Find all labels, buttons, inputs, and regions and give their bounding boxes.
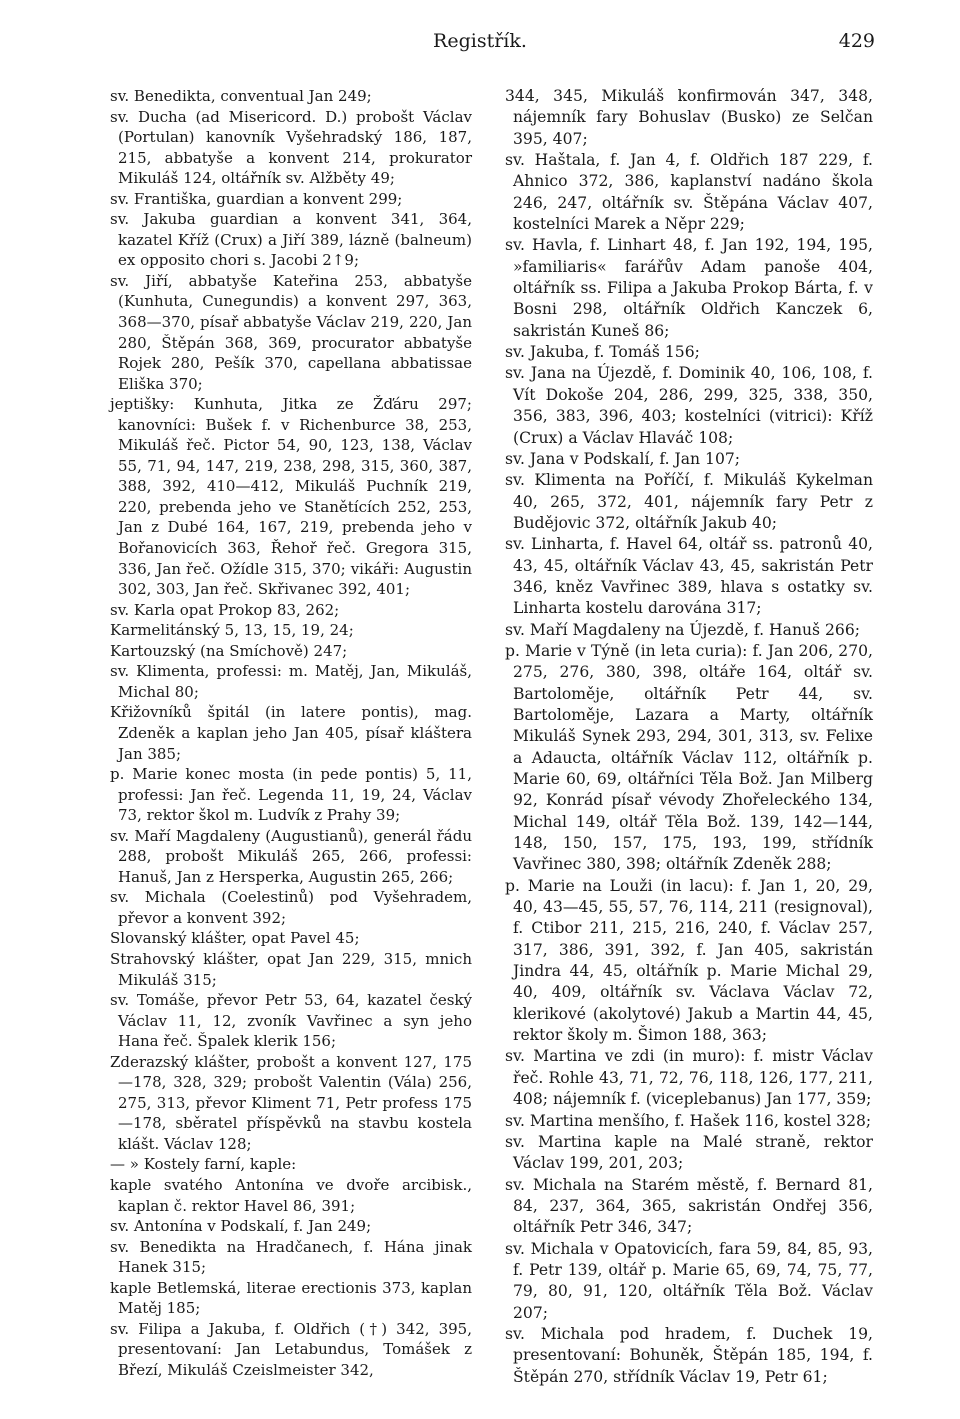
index-entry: Kartouzský (na Smíchově) 247; bbox=[110, 641, 348, 660]
index-entry: Křižovníků špitál (in latere pontis), mag. Zdeněk a kaplan jeho Jan 405, písař kláštera Jan 385; bbox=[110, 703, 472, 763]
index-entry: sv. Tomáše, převor Petr 53, 64, kazatel český Václav 11, 12, zvoník Vavřinec a syn jeho Hana řeč. Špalek klerik 156; bbox=[110, 991, 472, 1051]
index-entry: sv. Maří Magdaleny (Augustianů), generál řádu 288, probošt Mikuláš 265, 266, professi: Hanuš, Jan z Hersperka, Augustin 265, 266; bbox=[110, 826, 472, 886]
index-entry: p. Marie na Louži (in lacu): f. Jan 1, 20, 29, 40, 43—45, 55, 57, 76, 114, 211 (resignoval), f. Ctibor 211, 215, 216, 240, f. Václav 257, 317, 386, 391, 392, f. Jan 405, sakristán Jindra 44, 45, oltářník p. Marie Michal 29, 40, 409, oltářník sv. Václava Václav 72, klerikové (akolytové) Jakub a Martin 44, 45, rektor školy m. Šimon 188, 363; bbox=[505, 876, 873, 1045]
index-entry: sv. Michala (Coelestinů) pod Vyšehradem, převor a konvent 392; bbox=[110, 888, 472, 927]
index-entry: sv. Havla, f. Linhart 48, f. Jan 192, 194, 195, »familiaris« farářův Adam panoše 404, oltářník ss. Filipa a Jakuba Prokop Bárta, f. v Bosni 298, oltářník Oldřich Kanczek 6, sakristán Kuneš 86; bbox=[505, 236, 873, 340]
index-entry: sv. Michala v Opatovicích, fara 59, 84, 85, 93, f. Petr 139, oltář p. Marie 65, 69, 74, 75, 77, 79, 80, 91, 120, oltářník Těla Bož. Václav 207; bbox=[505, 1239, 873, 1322]
index-entry: sv. Benedikta na Hradčanech, f. Hána jinak Hanek 315; bbox=[110, 1237, 472, 1277]
index-entry: Strahovský klášter, opat Jan 229, 315, mnich Mikuláš 315; bbox=[110, 949, 472, 989]
index-entry: sv. Karla opat Prokop 83, 262; bbox=[110, 600, 340, 619]
index-entry: Karmelitánský 5, 13, 15, 19, 24; bbox=[110, 621, 354, 640]
left-column bbox=[110, 86, 472, 1380]
index-entry: sv. Klimenta na Poříčí, f. Mikuláš Kykelman 40, 265, 372, 401, nájemník fary Petr z Budějovic 372, oltářník Jakub 40; bbox=[505, 471, 873, 532]
index-entry: sv. Haštala, f. Jan 4, f. Oldřich 187 229, f. Ahnico 372, 386, kaplanství nadáno škola 246, 247, oltářník sv. Štěpána Václav 407, kostelníci Marek a Něpr 229; bbox=[505, 151, 873, 234]
index-entry: sv. Jakuba guardian a konvent 341, 364, kazatel Kříž (Crux) a Jiří 389, lázně (balneum) ex opposito chori s. Jacobi 2↑9; bbox=[110, 210, 472, 270]
index-entry: 344, 345, Mikuláš konfirmován 347, 348, nájemník fary Bohuslav (Busko) ze Selčan 395, 407; bbox=[505, 87, 873, 148]
index-entry: sv. Jana v Podskalí, f. Jan 107; bbox=[505, 449, 741, 468]
index-entry: sv. Jana na Újezdě, f. Dominik 40, 106, 108, f. Vít Dokoše 204, 286, 299, 325, 338, 350, 356, 383, 396, 403; kostelníci (vitrici): Kříž (Crux) a Václav Hlaváč 108; bbox=[505, 364, 873, 447]
index-entry: sv. Michala pod hradem, f. Duchek 19, presentovaní: Bohuněk, Štěpán 185, 194, f. Štěpán 270, střídník Václav 19, Petr 61; bbox=[505, 1324, 873, 1386]
index-entry: sv. Martina menšího, f. Hašek 116, kostel 328; bbox=[505, 1111, 872, 1130]
index-entry: sv. Jakuba, f. Tomáš 156; bbox=[505, 343, 700, 362]
page-header bbox=[0, 30, 960, 56]
index-entry: sv. Martina kaple na Malé straně, rektor Václav 199, 201, 203; bbox=[505, 1132, 873, 1173]
index-entry: sv. Františka, guardian a konvent 299; bbox=[110, 189, 403, 208]
index-entry: sv. Ducha (ad Misericord. D.) probošt Václav (Portulan) kanovník Vyšehradský 186, 187, 215, abbatyše a konvent 214, prokurator Mikuláš 124, oltářník sv. Alžběty 49; bbox=[110, 107, 472, 188]
index-entry: sv. Antonína v Podskalí, f. Jan 249; bbox=[110, 1217, 372, 1236]
running-title: Registřík. bbox=[433, 30, 527, 52]
index-entry: sv. Maří Magdaleny na Újezdě, f. Hanuš 266; bbox=[505, 620, 861, 639]
index-entry: sv. Klimenta, professi: m. Matěj, Jan, Mikuláš, Michal 80; bbox=[110, 662, 472, 701]
index-entry: p. Marie konec mosta (in pede pontis) 5, 11, professi: Jan řeč. Legenda 11, 19, 24, Václav 73, rektor škol m. Ludvík z Prahy 39; bbox=[110, 765, 472, 825]
index-entry: sv. Filipa a Jakuba, f. Oldřich (†) 342, 395, presentovaní: Jan Letabundus, Tomášek z Březí, Mikuláš Czeislmeister 342, bbox=[110, 1319, 472, 1379]
index-entry: sv. Martina ve zdi (in muro): f. mistr Václav řeč. Rohle 43, 71, 72, 76, 118, 126, 177, 211, 408; nájemník f. (viceplebanus) Jan 177, 359; bbox=[505, 1047, 873, 1109]
index-entry: sv. Benedikta, conventual Jan 249; bbox=[110, 87, 372, 105]
index-entry: — » Kostely farní, kaple: bbox=[110, 1155, 297, 1174]
page-number: 429 bbox=[838, 30, 875, 52]
index-entry: Zderazský klášter, probošt a konvent 127, 175—178, 328, 329; probošt Valentin (Vála) 256, 275, 313, převor Kliment 71, Petr profess 175—178, sběratel příspěvků na stavbu kostela klášt. Václav 128; bbox=[110, 1052, 472, 1153]
index-entry: sv. Jiří, abbatyše Kateřina 253, abbatyše (Kunhuta, Cunegundis) a konvent 297, 363, 368—370, písař abbatyše Václav 219, 220, Jan 280, Štěpán 368, 369, procurator abbatyše Rojek 280, Pešík 370, capellana abbatissae Eliška 370; bbox=[110, 271, 472, 393]
right-column bbox=[505, 86, 873, 1388]
index-entry: sv. Linharta, f. Havel 64, oltář ss. patronů 40, 43, 45, oltářník Václav 43, 45, sakristán Petr 346, kněz Vavřinec 389, hlava s ostatky sv. Linharta kostelu darována 317; bbox=[505, 535, 873, 618]
index-entry: kaple Betlemská, literae erectionis 373, kaplan Matěj 185; bbox=[110, 1278, 472, 1318]
index-entry: sv. Michala na Starém městě, f. Bernard 81, 84, 237, 364, 365, sakristán Ondřej 356, oltářník Petr 346, 347; bbox=[505, 1175, 873, 1237]
index-entry: kaple svatého Antonína ve dvoře arcibisk., kaplan č. rektor Havel 86, 391; bbox=[110, 1175, 472, 1215]
index-entry: Slovanský klášter, opat Pavel 45; bbox=[110, 929, 360, 948]
index-entry: jeptišky: Kunhuta, Jitka ze Žďáru 297; kanovníci: Bušek f. v Richenburce 38, 253, Mikuláš řeč. Pictor 54, 90, 123, 138, Václav 55, 71, 94, 147, 219, 238, 298, 315, 360, 387, 388, 392, 410—412, Mikuláš Puchník 219, 220, prebenda jeho ve Stanětících 252, 253, Jan z Dubé 164, 167, 219, prebenda jeho v Bořanovicích 363, Řehoř řeč. Gregora 315, 336, Jan řeč. Ožídle 315, 370; vikáři: Augustin 302, 303, Jan řeč. Skřivanec 392, 401; bbox=[110, 395, 472, 599]
index-entry: p. Marie v Týně (in leta curia): f. Jan 206, 270, 275, 276, 380, 398, oltáře 164, oltář sv. Bartoloměje, oltářník Petr 44, sv. Bartoloměje, Lazara a Marty, oltářník Mikuláš Synek 293, 294, 301, 313, sv. Felixe a Adaucta, oltářník Václav 112, oltářník p. Marie 60, 69, oltářníci Těla Bož. Jan Milberg 92, Konrád písař vévody Zhořeleckého 134, Michal 149, oltář Těla Bož. 139, 142—144, 148, 150, 157, 175, 193, 199, střídník Vavřinec 380, 398; oltářník Zdeněk 288; bbox=[505, 641, 873, 874]
